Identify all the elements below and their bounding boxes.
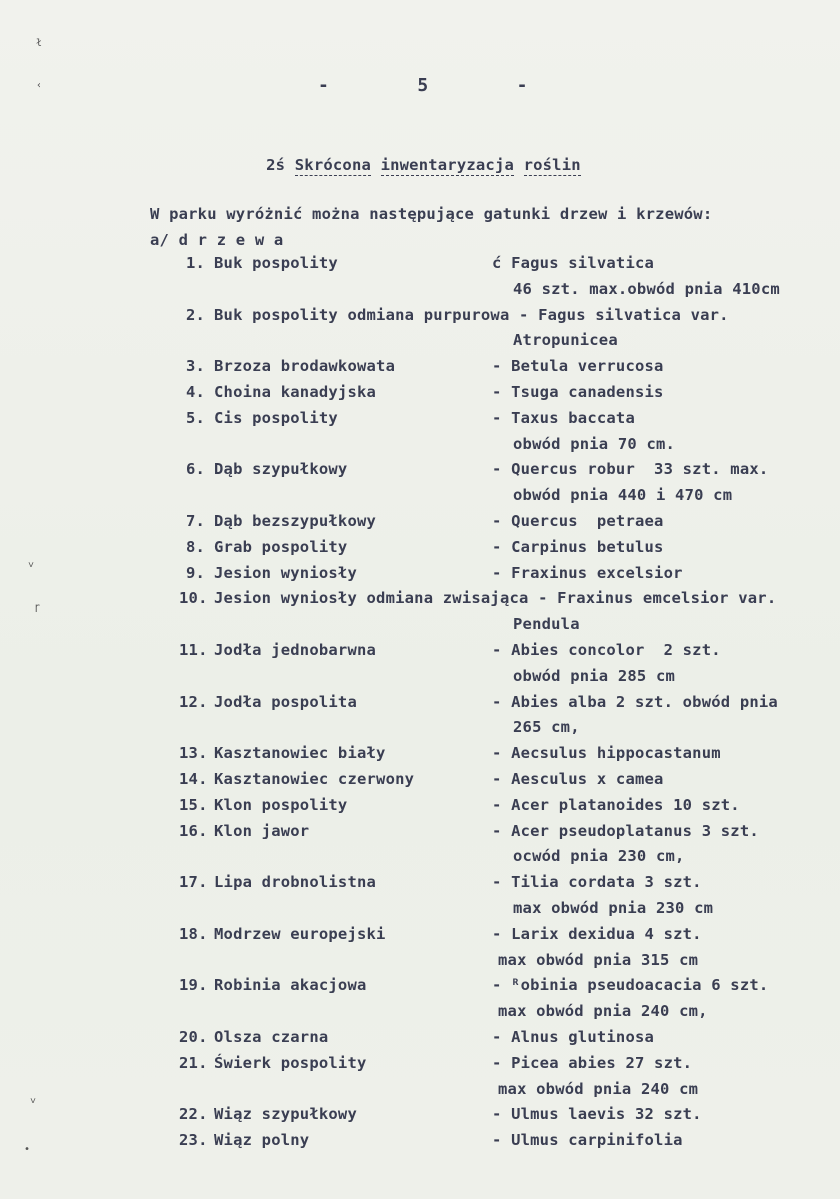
tree-polish-name: Klon jawor <box>214 821 310 840</box>
tree-polish-name: Modrzew europejski <box>214 924 386 943</box>
tree-number: 2. <box>186 305 206 324</box>
tree-number: 4. <box>186 383 206 401</box>
tree-polish-name: Olsza czarna <box>214 1028 329 1046</box>
tree-number: 10. <box>179 589 208 608</box>
tree-number: 18. <box>179 924 208 943</box>
tree-latin-name: - Aesculus x camea <box>492 770 664 788</box>
tree-full-line: Jesion wyniosły odmiana zwisająca - Fraxinus emcelsior var. <box>214 589 777 608</box>
margin-mark: ‹ <box>36 80 43 91</box>
tree-latin-name: - Larix dexidua 4 szt. <box>492 924 702 943</box>
tree-polish-name: Dąb bezszypułkowy <box>214 512 377 530</box>
tree-detail: Atropunicea <box>513 331 618 350</box>
tree-latin-name: - Taxus baccata <box>492 408 635 427</box>
tree-latin-name: - Tsuga canadensis <box>492 383 664 401</box>
heading-word-1: Skrócona <box>294 156 372 174</box>
tree-detail: obwód pnia 440 i 470 cm <box>513 486 733 505</box>
tree-latin-name: - Acer platanoides 10 szt. <box>492 795 740 814</box>
tree-detail: obwód pnia 285 cm <box>513 666 676 685</box>
heading-word-3: roślin <box>523 156 581 174</box>
tree-number: 19. <box>179 976 208 995</box>
tree-polish-name: Wiąz szypułkowy <box>214 1105 357 1124</box>
tree-polish-name: Grab pospolity <box>214 537 348 556</box>
tree-detail: max obwód pnia 240 cm <box>498 1079 699 1098</box>
tree-polish-name: Robinia akacjowa <box>214 976 367 995</box>
section-heading <box>228 135 581 195</box>
tree-number: 16. <box>179 821 208 840</box>
tree-polish-name: Buk pospolity <box>214 254 338 272</box>
tree-polish-name: Lipa drobnolistna <box>214 873 377 892</box>
intro-line: W parku wyróżnić można następujące gatunki drzew i krzewów: <box>150 205 713 223</box>
tree-polish-name: Kasztanowiec biały <box>214 744 386 763</box>
tree-polish-name: Jodła pospolita <box>214 692 357 711</box>
tree-number: 7. <box>186 512 206 530</box>
margin-mark: ˅ <box>30 1096 37 1107</box>
tree-polish-name: Kasztanowiec czerwony <box>214 770 415 788</box>
tree-latin-name: - Abies alba 2 szt. obwód pnia <box>492 692 778 711</box>
tree-polish-name: Świerk pospolity <box>214 1053 367 1072</box>
tree-detail: Pendula <box>513 615 580 634</box>
margin-mark: ˅ <box>28 560 35 571</box>
tree-polish-name: Choina kanadyjska <box>214 383 377 401</box>
tree-detail: ocwód pnia 230 cm, <box>513 847 685 866</box>
tree-number: 3. <box>186 357 206 376</box>
tree-latin-name: - Fraxinus excelsior <box>492 563 683 582</box>
margin-mark: ɼ <box>34 602 41 613</box>
tree-detail: 46 szt. max.obwód pnia 410cm <box>513 279 780 298</box>
tree-detail: 265 cm, <box>513 718 580 737</box>
tree-latin-name: - Aecsulus hippocastanum <box>492 744 721 763</box>
tree-polish-name: Brzoza brodawkowata <box>214 357 396 376</box>
tree-latin-name: - Carpinus betulus <box>492 537 664 556</box>
tree-number: 8. <box>186 537 206 556</box>
tree-latin-name: - Abies concolor 2 szt. <box>492 641 721 659</box>
tree-polish-name: Jodła jednobarwna <box>214 641 377 659</box>
tree-number: 12. <box>179 692 208 711</box>
tree-number: 9. <box>186 563 206 582</box>
tree-number: 11. <box>179 641 208 659</box>
tree-latin-name: - Quercus robur 33 szt. max. <box>492 460 769 479</box>
tree-latin-name: - Picea abies 27 szt. <box>492 1053 693 1072</box>
tree-number: 6. <box>186 460 206 479</box>
heading-number: 2ś <box>266 156 286 174</box>
margin-mark: ł <box>36 38 43 49</box>
tree-number: 5. <box>186 408 206 427</box>
tree-full-line: Buk pospolity odmiana purpurowa - Fagus silvatica var. <box>214 305 729 324</box>
tree-number: 20. <box>179 1028 208 1046</box>
tree-number: 1. <box>186 254 206 272</box>
heading-word-2: inwentaryzacja <box>380 156 515 174</box>
tree-polish-name: Jesion wyniosły <box>214 563 357 582</box>
tree-latin-name: - Ulmus laevis 32 szt. <box>492 1105 702 1124</box>
tree-number: 23. <box>179 1131 208 1150</box>
tree-number: 21. <box>179 1053 208 1072</box>
tree-number: 22. <box>179 1105 208 1124</box>
tree-detail: obwód pnia 70 cm. <box>513 434 676 453</box>
tree-polish-name: Cis pospolity <box>214 408 338 427</box>
margin-mark: • <box>24 1144 31 1155</box>
tree-detail: max obwód pnia 315 cm <box>498 950 699 969</box>
tree-latin-name: - ᴿobinia pseudoacacia 6 szt. <box>492 976 769 995</box>
tree-latin-name: - Quercus petraea <box>492 512 664 530</box>
tree-latin-name: - Betula verrucosa <box>492 357 664 376</box>
tree-polish-name: Wiąz polny <box>214 1131 310 1150</box>
tree-latin-name: ć Fagus silvatica <box>492 254 655 272</box>
tree-number: 15. <box>179 795 208 814</box>
tree-number: 17. <box>179 873 208 892</box>
tree-polish-name: Klon pospolity <box>214 795 348 814</box>
tree-latin-name: - Ulmus carpinifolia <box>492 1131 683 1150</box>
section-label: a/ d r z e w a <box>150 231 284 249</box>
tree-polish-name: Dąb szypułkowy <box>214 460 348 479</box>
tree-detail: max obwód pnia 230 cm <box>513 899 714 917</box>
tree-latin-name: - Tilia cordata 3 szt. <box>492 873 702 892</box>
tree-latin-name: - Acer pseudoplatanus 3 szt. <box>492 821 759 840</box>
tree-detail: max obwód pnia 240 cm, <box>498 1002 708 1021</box>
page-number: - 5 - <box>318 75 528 96</box>
tree-latin-name: - Alnus glutinosa <box>492 1028 655 1046</box>
tree-number: 14. <box>179 770 208 788</box>
tree-number: 13. <box>179 744 208 763</box>
